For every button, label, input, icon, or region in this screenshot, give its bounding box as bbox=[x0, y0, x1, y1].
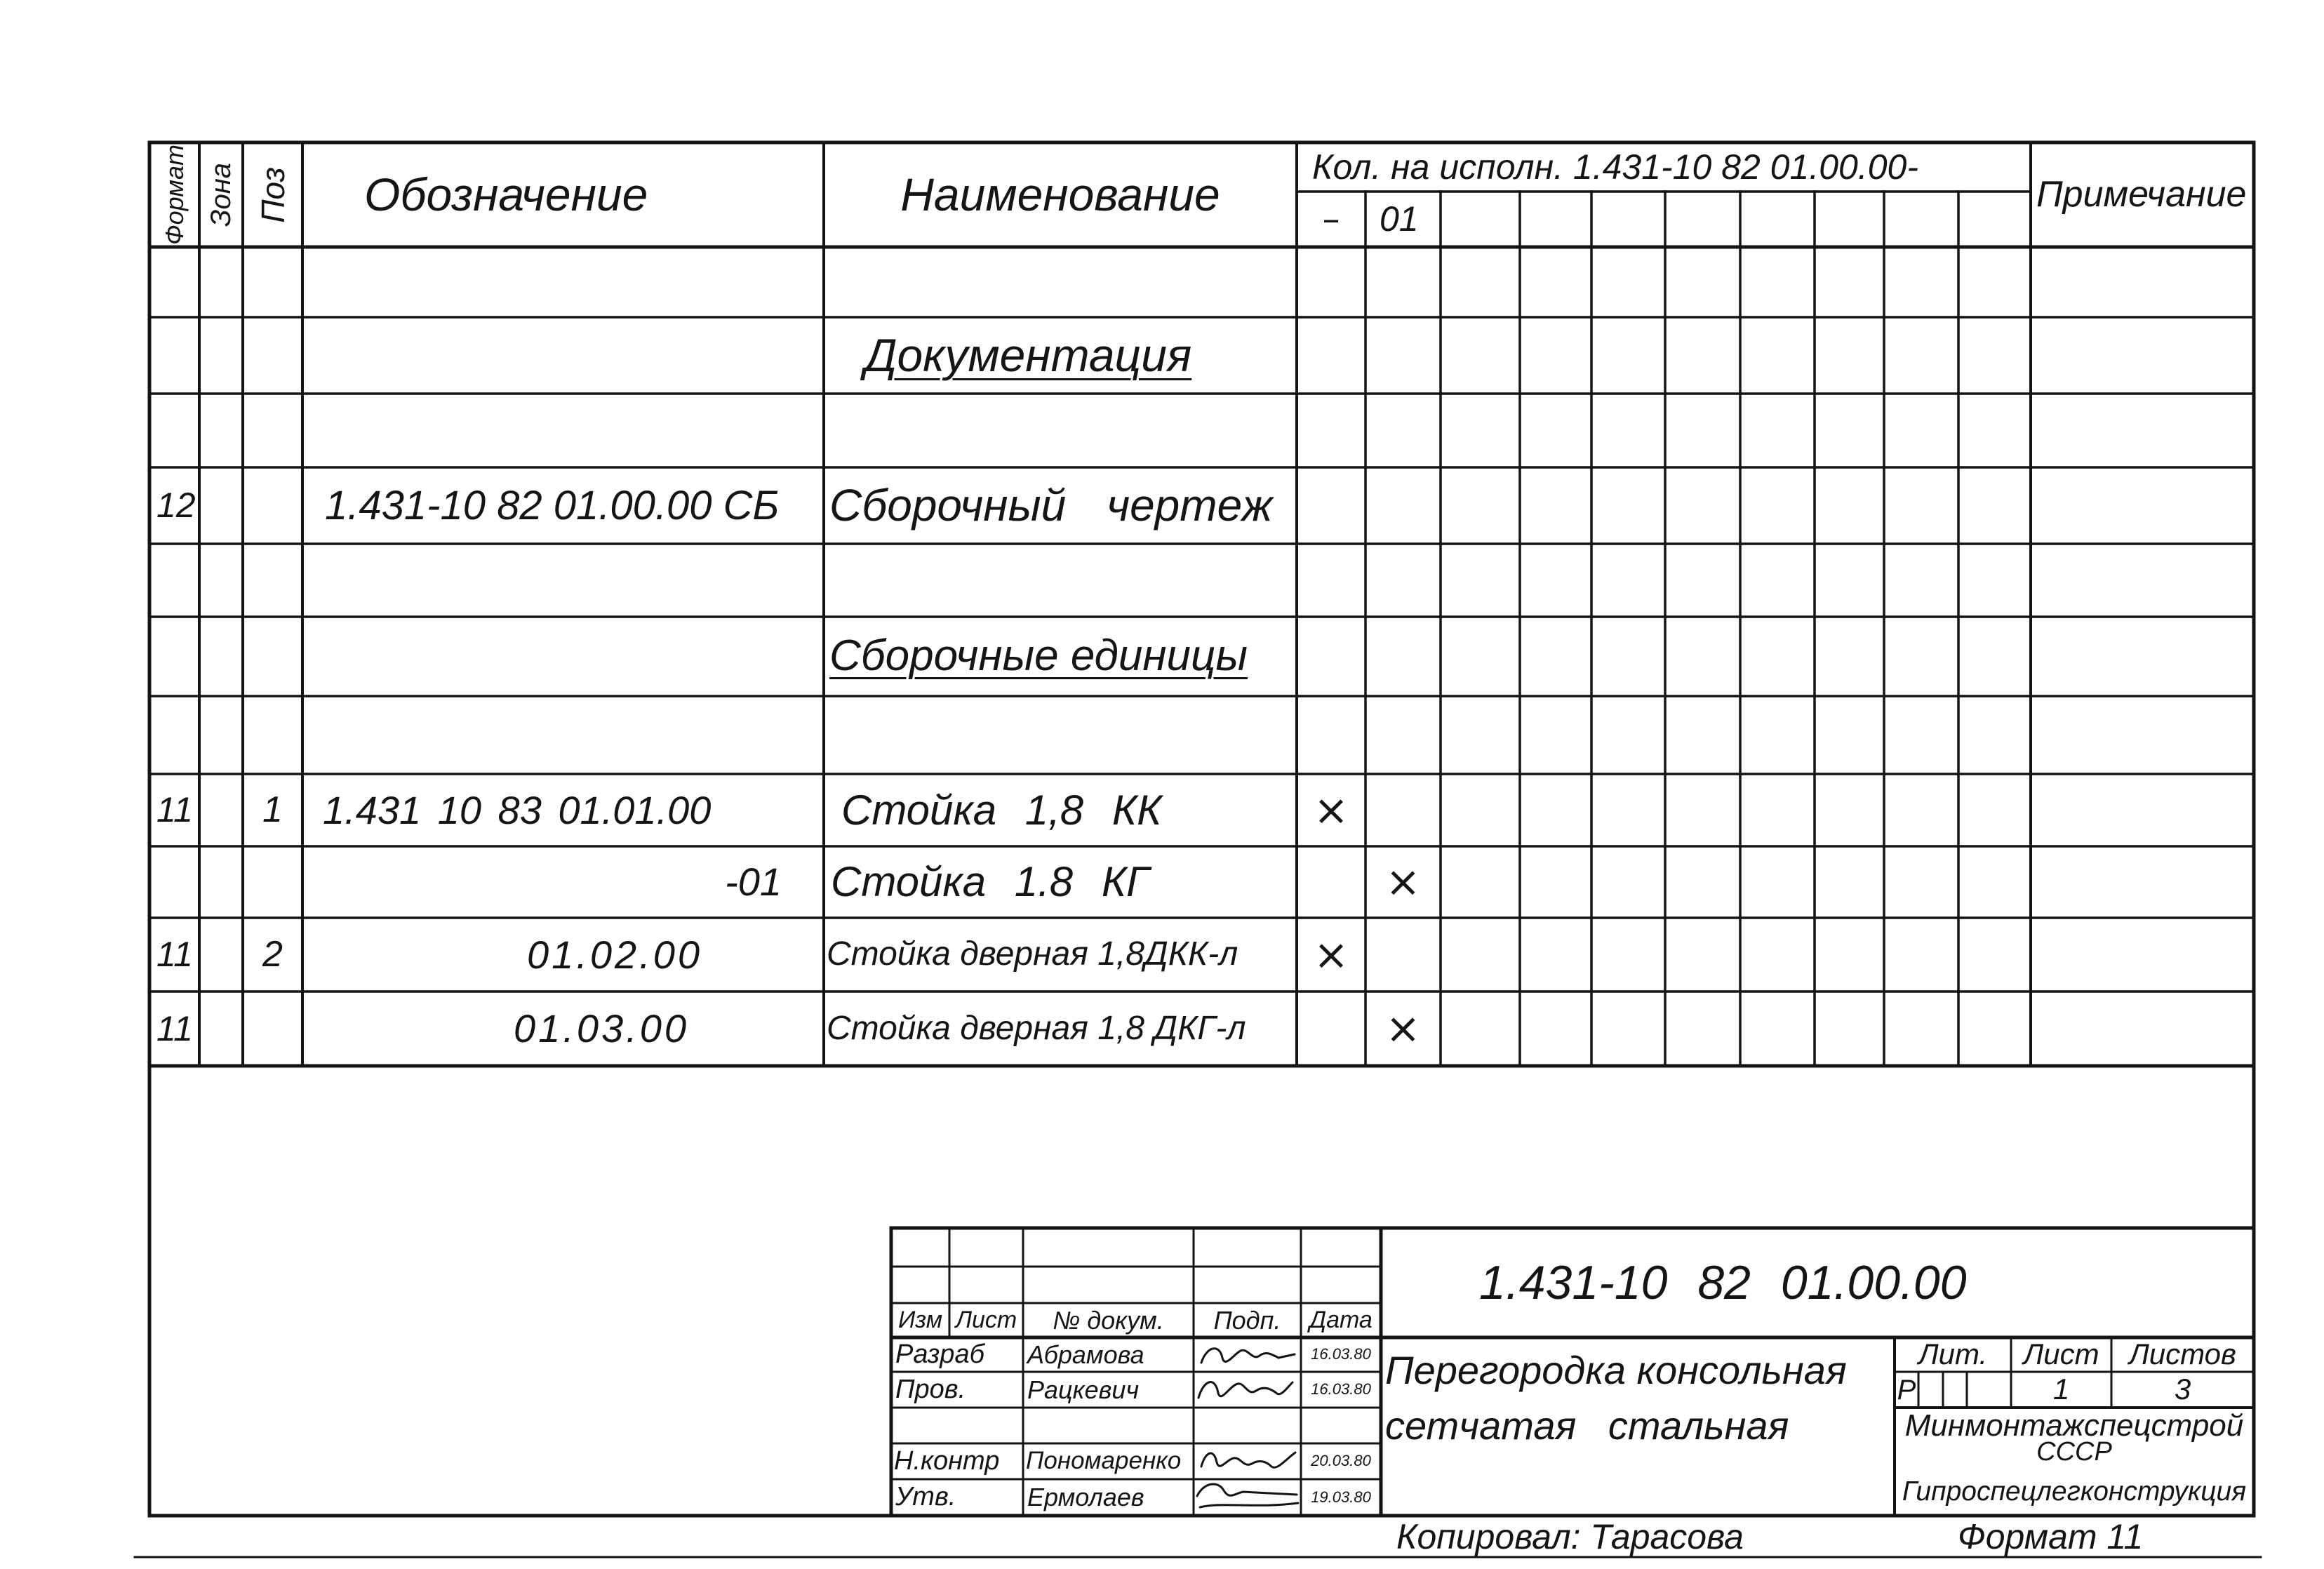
tb-col-signature: Подп. bbox=[1213, 1305, 1281, 1335]
doc-item-designation: 1.431-10 82 01.00.00 СБ bbox=[325, 482, 780, 528]
tb-name-norm-control: Пономаренко bbox=[1026, 1447, 1182, 1475]
unit-row-2-name: Стойка 1.8 КГ bbox=[831, 858, 1149, 905]
tb-role-approver: Утв. bbox=[895, 1482, 956, 1512]
tb-role-checker: Пров. bbox=[895, 1374, 966, 1404]
header-format-label: Формат bbox=[159, 145, 189, 245]
tb-sheets-value: 3 bbox=[2174, 1373, 2191, 1406]
header-name: Наименование bbox=[900, 168, 1220, 221]
unit-row-4-designation: 01.03.00 bbox=[514, 1006, 689, 1051]
tb-role-norm-control: Н.контр bbox=[894, 1446, 1000, 1476]
header-version-01: 01 bbox=[1380, 199, 1419, 239]
tb-org-line-2: СССР bbox=[2036, 1437, 2112, 1467]
section-title-assembly-units-text: Сборочные единицы bbox=[829, 632, 1248, 681]
signature-approver bbox=[1197, 1484, 1298, 1507]
unit-row-4-qty-01: × bbox=[1385, 1004, 1421, 1053]
qty-version-columns bbox=[1297, 192, 2031, 1066]
tb-title-line-1: Перегородка консольная bbox=[1385, 1348, 1847, 1393]
tb-date-norm-control: 20.03.80 bbox=[1311, 1452, 1371, 1470]
doc-item-name: Сборочный чертеж bbox=[829, 480, 1273, 531]
tb-col-date: Дата bbox=[1309, 1306, 1373, 1333]
header-format-cell bbox=[149, 142, 199, 247]
signature-developer bbox=[1201, 1349, 1295, 1363]
footer-copied-by: Копировал: Тарасова bbox=[1396, 1516, 1744, 1556]
header-zone-label: Зона bbox=[206, 162, 236, 227]
unit-row-2-designation: -01 bbox=[725, 860, 782, 904]
unit-row-3-designation: 01.02.00 bbox=[527, 932, 702, 977]
doc-item-format: 12 bbox=[156, 486, 196, 525]
header-version-base: – bbox=[1322, 199, 1340, 239]
tb-org-line-1: Минмонтажспецстрой bbox=[1904, 1408, 2244, 1443]
tb-sheet-label: Лист bbox=[2023, 1337, 2099, 1371]
unit-row-1-name: Стойка 1,8 КК bbox=[841, 786, 1162, 834]
unit-row-1-pos: 1 bbox=[262, 789, 283, 830]
header-zone-cell bbox=[199, 142, 243, 247]
unit-row-1-designation: 1.431 10 83 01.01.00 bbox=[323, 787, 712, 832]
tb-name-approver: Ермолаев bbox=[1027, 1483, 1144, 1512]
tb-org-line-3: Гипроспецлегконструкция bbox=[1902, 1476, 2247, 1507]
header-pos-label: Поз bbox=[254, 166, 291, 223]
unit-row-3-pos: 2 bbox=[262, 933, 283, 975]
tb-date-checker: 16.03.80 bbox=[1311, 1380, 1371, 1398]
tb-lit-value: Р bbox=[1897, 1374, 1916, 1406]
unit-row-2-qty-01: × bbox=[1385, 857, 1421, 907]
tb-col-sheet: Лист bbox=[955, 1306, 1017, 1333]
section-title-documentation-text: Документация bbox=[864, 329, 1192, 382]
tb-designation: 1.431-10 82 01.00.00 bbox=[1479, 1255, 1967, 1309]
header-designation: Обозначение bbox=[364, 168, 648, 221]
header-qty-by-version: Кол. на исполн. 1.431-10 82 01.00.00- bbox=[1312, 147, 1918, 187]
unit-row-3-qty-base: × bbox=[1313, 930, 1349, 980]
unit-row-1-qty-base: × bbox=[1313, 785, 1349, 835]
unit-row-3-name: Стойка дверная 1,8ДКК-л bbox=[827, 935, 1238, 973]
header-note: Примечание bbox=[2036, 173, 2247, 215]
tb-lit-label: Лит. bbox=[1918, 1337, 1988, 1371]
tb-date-developer: 16.03.80 bbox=[1311, 1345, 1371, 1363]
tb-date-approver: 19.03.80 bbox=[1311, 1488, 1371, 1506]
unit-row-4-name: Стойка дверная 1,8 ДКГ-л bbox=[827, 1009, 1246, 1047]
tb-name-developer: Абрамова bbox=[1027, 1340, 1144, 1369]
tb-col-change: Изм bbox=[897, 1306, 943, 1333]
signature-checker bbox=[1198, 1382, 1293, 1398]
tb-name-checker: Рацкевич bbox=[1027, 1375, 1140, 1404]
section-title-assembly-units bbox=[824, 617, 1297, 696]
unit-row-1-format: 11 bbox=[156, 790, 193, 829]
header-pos-cell bbox=[243, 142, 302, 247]
unit-row-3-format: 11 bbox=[156, 935, 193, 974]
tb-role-developer: Разраб bbox=[895, 1339, 984, 1369]
tb-title-line-2: сетчатая стальная bbox=[1385, 1403, 1789, 1448]
tb-sheets-label: Листов bbox=[2129, 1337, 2236, 1371]
signature-norm-control bbox=[1201, 1453, 1295, 1467]
unit-row-4-format: 11 bbox=[156, 1008, 193, 1048]
section-title-documentation bbox=[824, 317, 1297, 394]
tb-sheet-value: 1 bbox=[2052, 1373, 2070, 1406]
footer-format: Формат 11 bbox=[1958, 1516, 2144, 1556]
tb-col-doc-no: № докум. bbox=[1053, 1305, 1164, 1335]
